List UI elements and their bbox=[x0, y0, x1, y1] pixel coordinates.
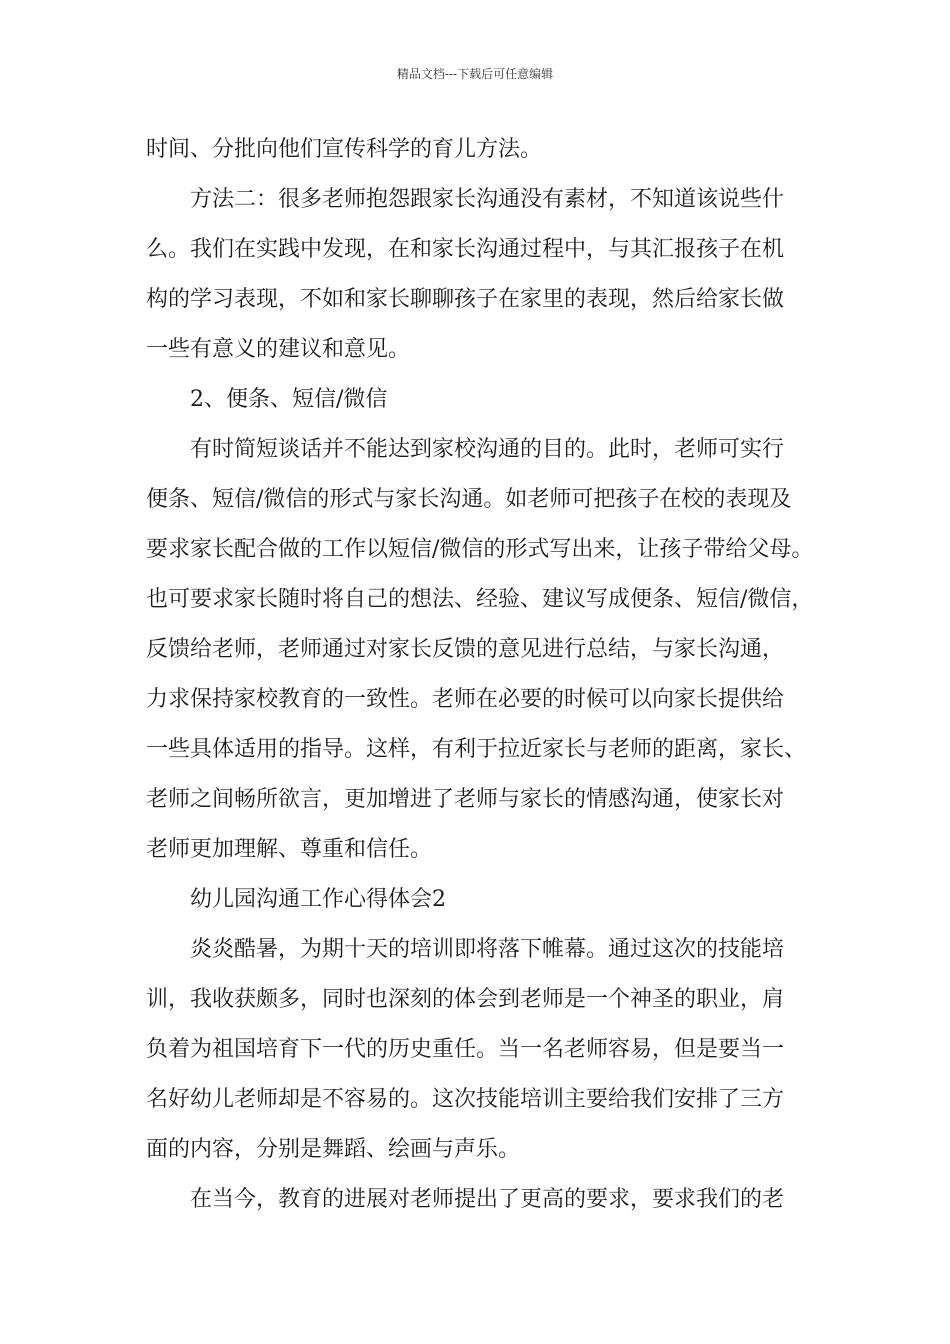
text-line: 老师更加理解、尊重和信任。 bbox=[146, 837, 433, 862]
text-line: 么。我们在实践中发现，在和家长沟通过程中，与其汇报孩子在机 bbox=[146, 237, 785, 262]
section-heading: 幼儿园沟通工作心得体会2 bbox=[190, 887, 446, 912]
text-line: 构的学习表现，不如和家长聊聊孩子在家里的表现，然后给家长做 bbox=[146, 287, 785, 312]
text-line: 反馈给老师，老师通过对家长反馈的意见进行总结，与家长沟通， bbox=[146, 637, 785, 662]
text-line: 一些有意义的建议和意见。 bbox=[146, 337, 411, 362]
text-line: 方法二：很多老师抱怨跟家长沟通没有素材，不知道该说些什 bbox=[190, 187, 785, 212]
text-line: 负着为祖国培育下一代的历史重任。当一名老师容易，但是要当一 bbox=[146, 1037, 785, 1062]
text-line: 一些具体适用的指导。这样，有利于拉近家长与老师的距离，家长、 bbox=[146, 737, 807, 762]
text-line: 炎炎酷暑，为期十天的培训即将落下帷幕。通过这次的技能培 bbox=[190, 937, 785, 962]
text-line: 力求保持家校教育的一致性。老师在必要的时候可以向家长提供给 bbox=[146, 687, 785, 712]
text-line: 有时简短谈话并不能达到家校沟通的目的。此时，老师可实行 bbox=[190, 437, 785, 462]
text-line: 面的内容，分别是舞蹈、绘画与声乐。 bbox=[146, 1137, 521, 1162]
page-header: 精品文档---下载后可任意编辑 bbox=[396, 67, 554, 81]
section-heading: 2、便条、短信/微信 bbox=[190, 387, 388, 412]
text-line: 老师之间畅所欲言，更加增进了老师与家长的情感沟通，使家长对 bbox=[146, 787, 785, 812]
text-line: 也可要求家长随时将自己的想法、经验、建议写成便条、短信/微信， bbox=[146, 587, 814, 612]
text-line: 在当今，教育的进展对老师提出了更高的要求，要求我们的老 bbox=[190, 1187, 785, 1212]
text-line: 要求家长配合做的工作以短信/微信的形式写出来，让孩子带给父母。 bbox=[146, 537, 814, 562]
text-line: 时间、分批向他们宣传科学的育儿方法。 bbox=[146, 137, 543, 162]
text-line: 名好幼儿老师却是不容易的。这次技能培训主要给我们安排了三方 bbox=[146, 1087, 785, 1112]
text-line: 便条、短信/微信的形式与家长沟通。如老师可把孩子在校的表现及 bbox=[146, 487, 792, 512]
text-line: 训，我收获颇多，同时也深刻的体会到老师是一个神圣的职业，肩 bbox=[146, 987, 785, 1012]
